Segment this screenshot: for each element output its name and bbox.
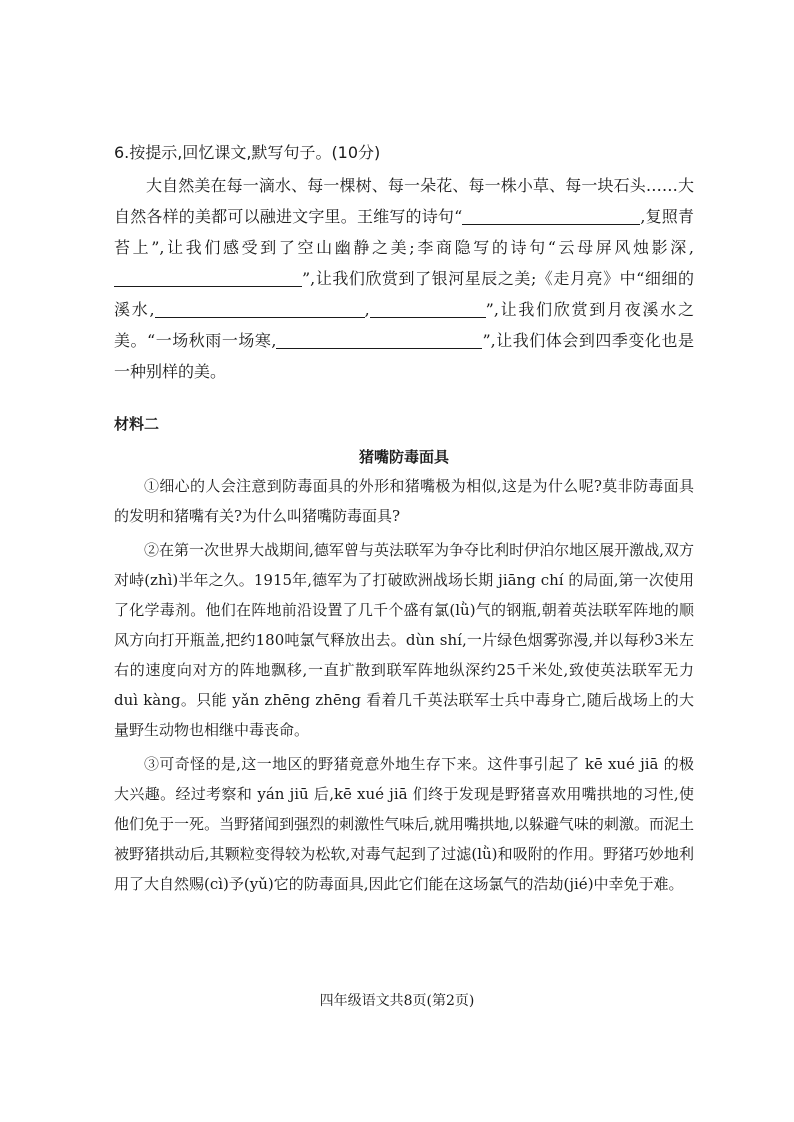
q6-text-6: ”,让我们体会到四季变化也是一种别样的美。 <box>114 331 694 381</box>
q6-text-2: ,复照青苔上”,让我们感受到了空山幽静之美;李商隐写的诗句“云母屏风烛影深, <box>114 207 694 257</box>
article-paragraph-3: ③可奇怪的是,这一地区的野猪竟意外地生存下来。这件事引起了 kē xué jiā 的极大兴趣。经过考察和 yán jiū 后,kē xué jiā 们终于发现是野猪喜欢用嘴拱地的习性,使他们免于一死。当野猪闻到强烈的刺激性气味后,就用嘴拱地,以躲避气味的刺激。而泥土被野猪拱动后,其颗粒变得较为松软,对毒气起到了过滤(lǜ)和吸附的作用。野猪巧妙地利用了大自然赐(cì)予(yǔ)它的防毒面具,因此它们能在这场氯气的浩劫(jié)中幸免于难。 <box>114 755 694 893</box>
exam-page <box>114 138 694 899</box>
question-6-title: 6.按提示,回忆课文,默写句子。(10分) <box>114 143 381 162</box>
q6-text-1: 大自然美在每一滴水、每一棵树、每一朵花、每一株小草、每一块石头……大自然各样的美都可以融进文字里。王维写的诗句“ <box>114 176 694 226</box>
answer-blank-2[interactable] <box>114 268 302 287</box>
q6-text-3: ”,让我们欣赏到了银河星辰之美;《走月亮》中“细细的溪水, <box>114 269 694 319</box>
material-label: 材料二 <box>114 415 160 433</box>
q6-text-4: , <box>364 300 370 319</box>
article-title: 猪嘴防毒面具 <box>358 448 449 466</box>
page-footer: 四年级语文共8页(第2页) <box>319 993 475 1009</box>
answer-blank-5[interactable] <box>276 330 482 349</box>
article-paragraph-1: ①细心的人会注意到防毒面具的外形和猪嘴极为相似,这是为什么呢?莫非防毒面具的发明和猪嘴有关?为什么叫猪嘴防毒面具? <box>114 477 694 525</box>
question-6-body <box>114 170 694 387</box>
answer-blank-3[interactable] <box>155 299 365 318</box>
q6-text-5: ”,让我们欣赏到月夜溪水之美。“一场秋雨一场寒, <box>114 300 694 350</box>
answer-blank-1[interactable] <box>462 206 640 225</box>
article-paragraph-2: ②在第一次世界大战期间,德军曾与英法联军为争夺比利时伊泊尔地区展开激战,双方对峙(zhì)半年之久。1915年,德军为了打破欧洲战场长期 jiāng chí 的局面,第一次使用了化学毒剂。他们在阵地前沿设置了几千个盛有氯(lǜ)气的钢瓶,朝着英法联军阵地的顺风方向打开瓶盖,把约180吨氯气释放出去。dùn shí,一片绿色烟雾弥漫,并以每秒3米左右的速度向对方的阵地飘移,一直扩散到联军阵地纵深约25千米处,致使英法联军无力 duì kàng。只能 yǎn zhēng zhēng 看着几千英法联军士兵中毒身亡,随后战场上的大量野生动物也相继中毒丧命。 <box>114 541 694 739</box>
answer-blank-4[interactable] <box>370 299 486 318</box>
